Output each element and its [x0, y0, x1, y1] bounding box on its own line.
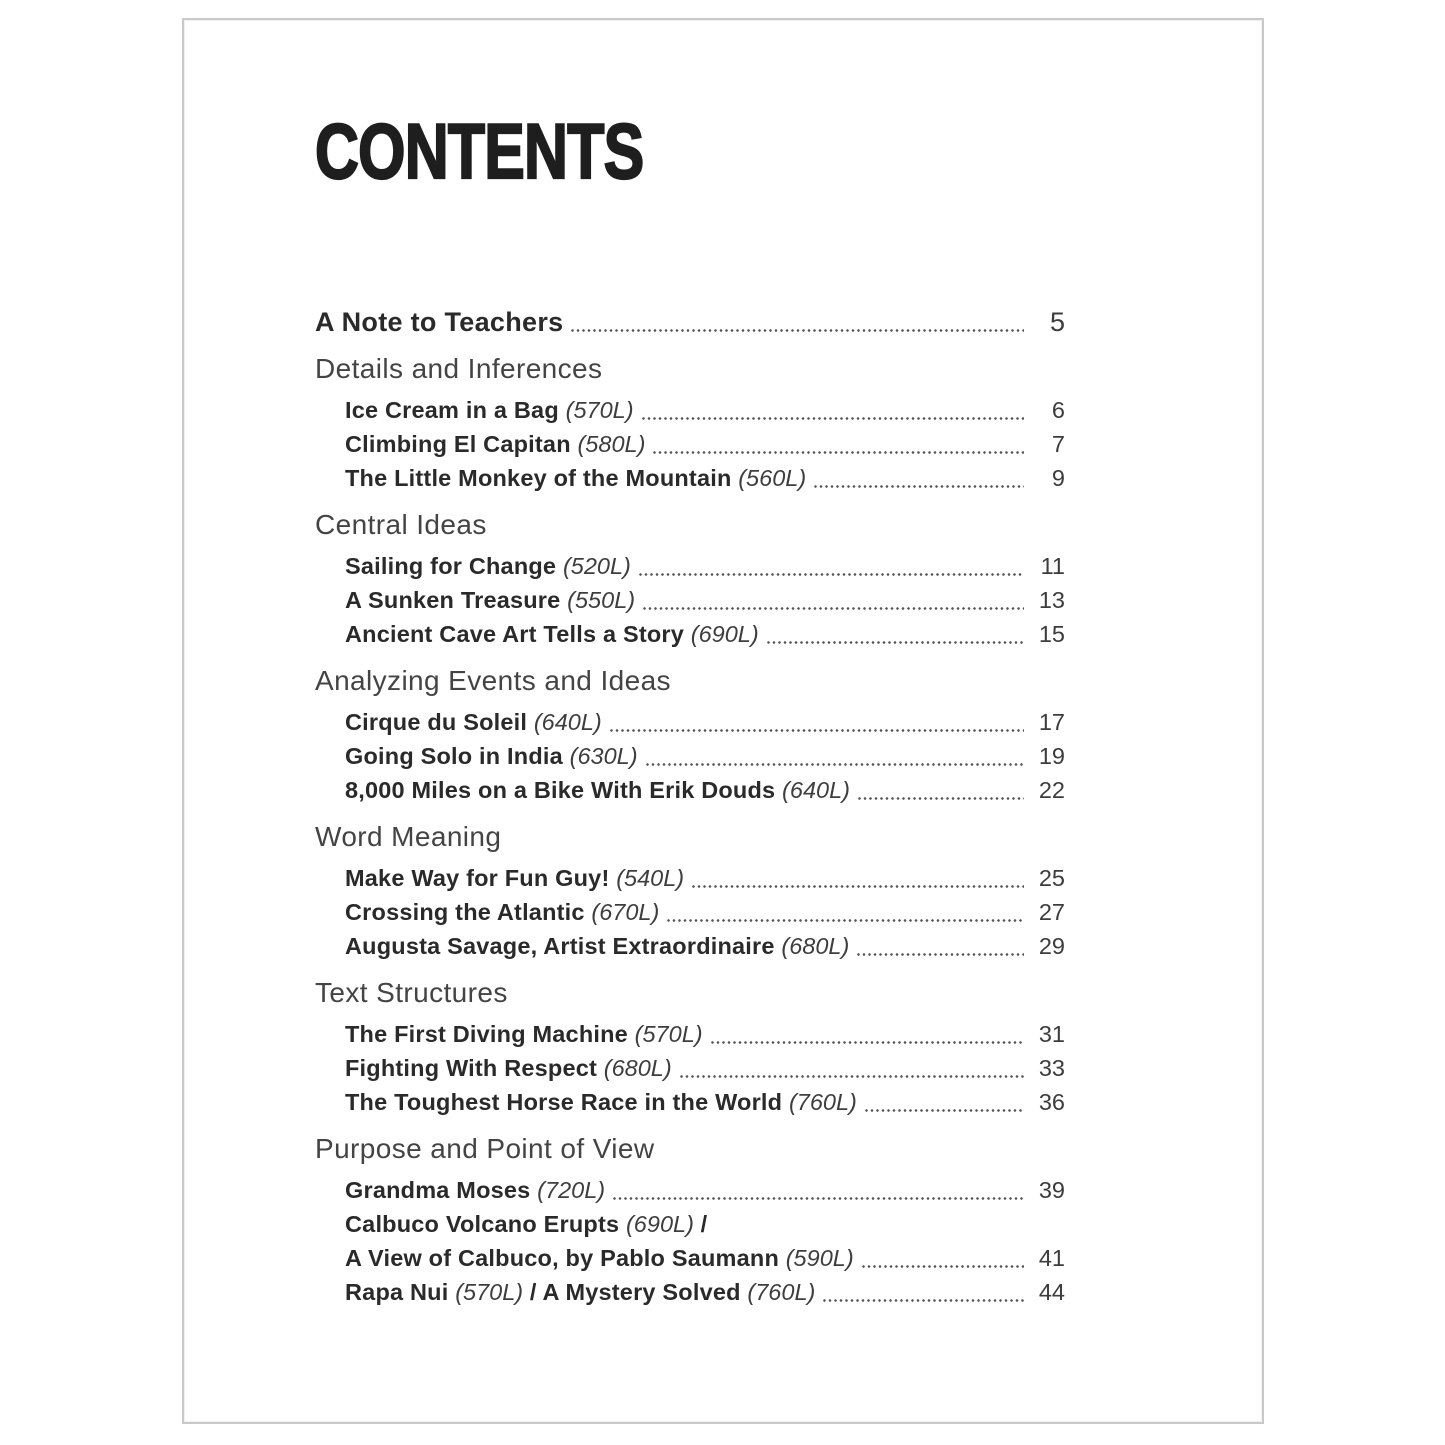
dot-leader [653, 451, 1024, 454]
entry-title-text: Cirque du Soleil [345, 709, 534, 735]
dot-leader [642, 417, 1024, 420]
lexile-level: (640L) [782, 777, 850, 803]
lexile-level: (720L) [537, 1177, 606, 1203]
entry-text [345, 895, 659, 929]
dot-leader [643, 607, 1024, 610]
page-number: 9 [1051, 465, 1065, 491]
entry-title-text: Grandma Moses [345, 1177, 538, 1203]
section-heading: Details and Inferences [315, 353, 603, 384]
page-number: 44 [1038, 1279, 1065, 1305]
page-number: 33 [1038, 1055, 1065, 1081]
dot-leader [692, 885, 1024, 888]
page-number: 17 [1038, 709, 1065, 735]
page-number: 25 [1038, 865, 1065, 891]
page-number: 36 [1038, 1089, 1065, 1115]
entry-text [345, 1017, 703, 1051]
entry-title-text: The Toughest Horse Race in the World [345, 1089, 789, 1115]
entry-text [345, 1207, 707, 1241]
toc-entry-line [345, 617, 1065, 651]
toc-entry-line [345, 427, 1065, 461]
entry-text [345, 1241, 854, 1275]
toc-entry-line [345, 1017, 1065, 1051]
toc-section [315, 1131, 1065, 1309]
page-number: 27 [1038, 899, 1065, 925]
lexile-level: (760L) [788, 1089, 857, 1115]
section-heading: Word Meaning [315, 821, 502, 852]
section-entries [345, 549, 1065, 651]
lexile-level: (570L) [565, 397, 634, 423]
dot-leader [858, 797, 1024, 800]
section-entries [345, 705, 1065, 807]
entry-text [345, 1051, 672, 1085]
entry-title-text: / [693, 1211, 708, 1237]
page-number: 31 [1038, 1021, 1065, 1047]
entry-text [345, 861, 684, 895]
entry-text [345, 1173, 605, 1207]
entry-text [345, 617, 759, 651]
lexile-level: (680L) [781, 933, 850, 959]
entry-title-text: Sailing for Change [345, 553, 563, 579]
entry-title-text: Rapa Nui [345, 1279, 456, 1305]
lexile-level: (570L) [634, 1021, 703, 1047]
dot-leader [613, 1197, 1024, 1200]
entry-title-text: Climbing El Capitan [345, 431, 578, 457]
entry-text [345, 705, 602, 739]
page-number: 7 [1051, 431, 1065, 457]
toc-entry-line [345, 1275, 1065, 1309]
lexile-level: (690L) [625, 1211, 694, 1237]
page-content [184, 20, 1262, 1309]
entry-title-text: Crossing the Atlantic [345, 899, 592, 925]
front-matter-label: A Note to Teachers [315, 307, 564, 337]
section-entries [345, 1173, 1065, 1309]
section-heading: Text Structures [315, 977, 508, 1008]
toc-entry-line [345, 393, 1065, 427]
entry-title-text: Ice Cream in a Bag [345, 397, 566, 423]
toc-section [315, 975, 1065, 1119]
page-title: CONTENTS [315, 107, 644, 195]
page-number: 41 [1038, 1245, 1065, 1271]
toc-entry-line [345, 705, 1065, 739]
dot-leader [646, 763, 1024, 766]
page-number: 6 [1051, 397, 1065, 423]
entry-text [345, 739, 638, 773]
toc-section [315, 663, 1065, 807]
entry-text [345, 427, 645, 461]
toc-section [315, 351, 1065, 495]
entry-text [345, 773, 850, 807]
page-number: 15 [1038, 621, 1065, 647]
toc-front-matter-row [315, 305, 1065, 339]
dot-leader [571, 329, 1024, 332]
dot-leader [862, 1265, 1024, 1268]
dot-leader [610, 729, 1024, 732]
section-entries [345, 393, 1065, 495]
page-number: 19 [1038, 743, 1065, 769]
entry-title-text: The First Diving Machine [345, 1021, 635, 1047]
lexile-level: (690L) [690, 621, 759, 647]
page-number: 22 [1038, 777, 1065, 803]
entry-title-text: / A Mystery Solved [523, 1279, 748, 1305]
lexile-level: (670L) [591, 899, 660, 925]
toc-entry-line [345, 461, 1065, 495]
dot-leader [711, 1041, 1024, 1044]
dot-leader [857, 953, 1024, 956]
lexile-level: (560L) [738, 465, 807, 491]
section-heading: Analyzing Events and Ideas [315, 665, 671, 696]
entry-title-text: A Sunken Treasure [345, 587, 568, 613]
entry-title-text: Calbuco Volcano Erupts [345, 1211, 626, 1237]
entry-title-text: Going Solo in India [345, 743, 570, 769]
section-heading: Central Ideas [315, 509, 487, 540]
toc-section [315, 507, 1065, 651]
page-number: 13 [1038, 587, 1065, 613]
toc-entry-line [345, 1051, 1065, 1085]
entry-title-text: Ancient Cave Art Tells a Story [345, 621, 691, 647]
toc-entry-line [345, 861, 1065, 895]
entry-text [345, 549, 631, 583]
book-page [182, 18, 1264, 1424]
lexile-level: (760L) [747, 1279, 816, 1305]
section-heading: Purpose and Point of View [315, 1133, 655, 1164]
dot-leader [823, 1299, 1024, 1302]
dot-leader [667, 919, 1024, 922]
page-number: 39 [1038, 1177, 1065, 1203]
toc-entry-line [345, 739, 1065, 773]
lexile-level: (590L) [785, 1245, 854, 1271]
entry-text [345, 1275, 815, 1309]
page-number: 29 [1038, 933, 1065, 959]
entry-text [345, 583, 635, 617]
lexile-level: (640L) [533, 709, 602, 735]
entry-title-text: The Little Monkey of the Mountain [345, 465, 739, 491]
toc-entry-line [345, 1241, 1065, 1275]
toc-sections [315, 351, 1065, 1309]
entry-text [345, 1085, 857, 1119]
toc-entry-line [345, 549, 1065, 583]
toc-entry-line [345, 1173, 1065, 1207]
lexile-level: (680L) [603, 1055, 672, 1081]
lexile-level: (630L) [569, 743, 638, 769]
toc-entry-line [345, 1207, 1065, 1241]
page-number: 11 [1040, 553, 1065, 579]
section-entries [345, 861, 1065, 963]
toc-entry-line [345, 1085, 1065, 1119]
lexile-level: (540L) [616, 865, 685, 891]
section-entries [345, 1017, 1065, 1119]
entry-title-text: A View of Calbuco, by Pablo Saumann [345, 1245, 786, 1271]
dot-leader [639, 573, 1024, 576]
entry-title-text: Make Way for Fun Guy! [345, 865, 617, 891]
toc-entry-line [345, 895, 1065, 929]
toc-entry-line [345, 583, 1065, 617]
entry-title-text: Fighting With Respect [345, 1055, 604, 1081]
toc-section [315, 819, 1065, 963]
page-number: 5 [1049, 307, 1065, 337]
toc-entry-line [345, 929, 1065, 963]
entry-text [345, 929, 849, 963]
entry-text [345, 393, 634, 427]
lexile-level: (580L) [577, 431, 646, 457]
dot-leader [680, 1075, 1024, 1078]
lexile-level: (570L) [455, 1279, 524, 1305]
dot-leader [814, 485, 1024, 488]
dot-leader [865, 1109, 1024, 1112]
entry-text [345, 461, 806, 495]
entry-title-text: 8,000 Miles on a Bike With Erik Douds [345, 777, 783, 803]
lexile-level: (550L) [567, 587, 636, 613]
dot-leader [767, 641, 1024, 644]
lexile-level: (520L) [562, 553, 631, 579]
toc-entry-line [345, 773, 1065, 807]
entry-title-text: Augusta Savage, Artist Extraordinaire [345, 933, 782, 959]
